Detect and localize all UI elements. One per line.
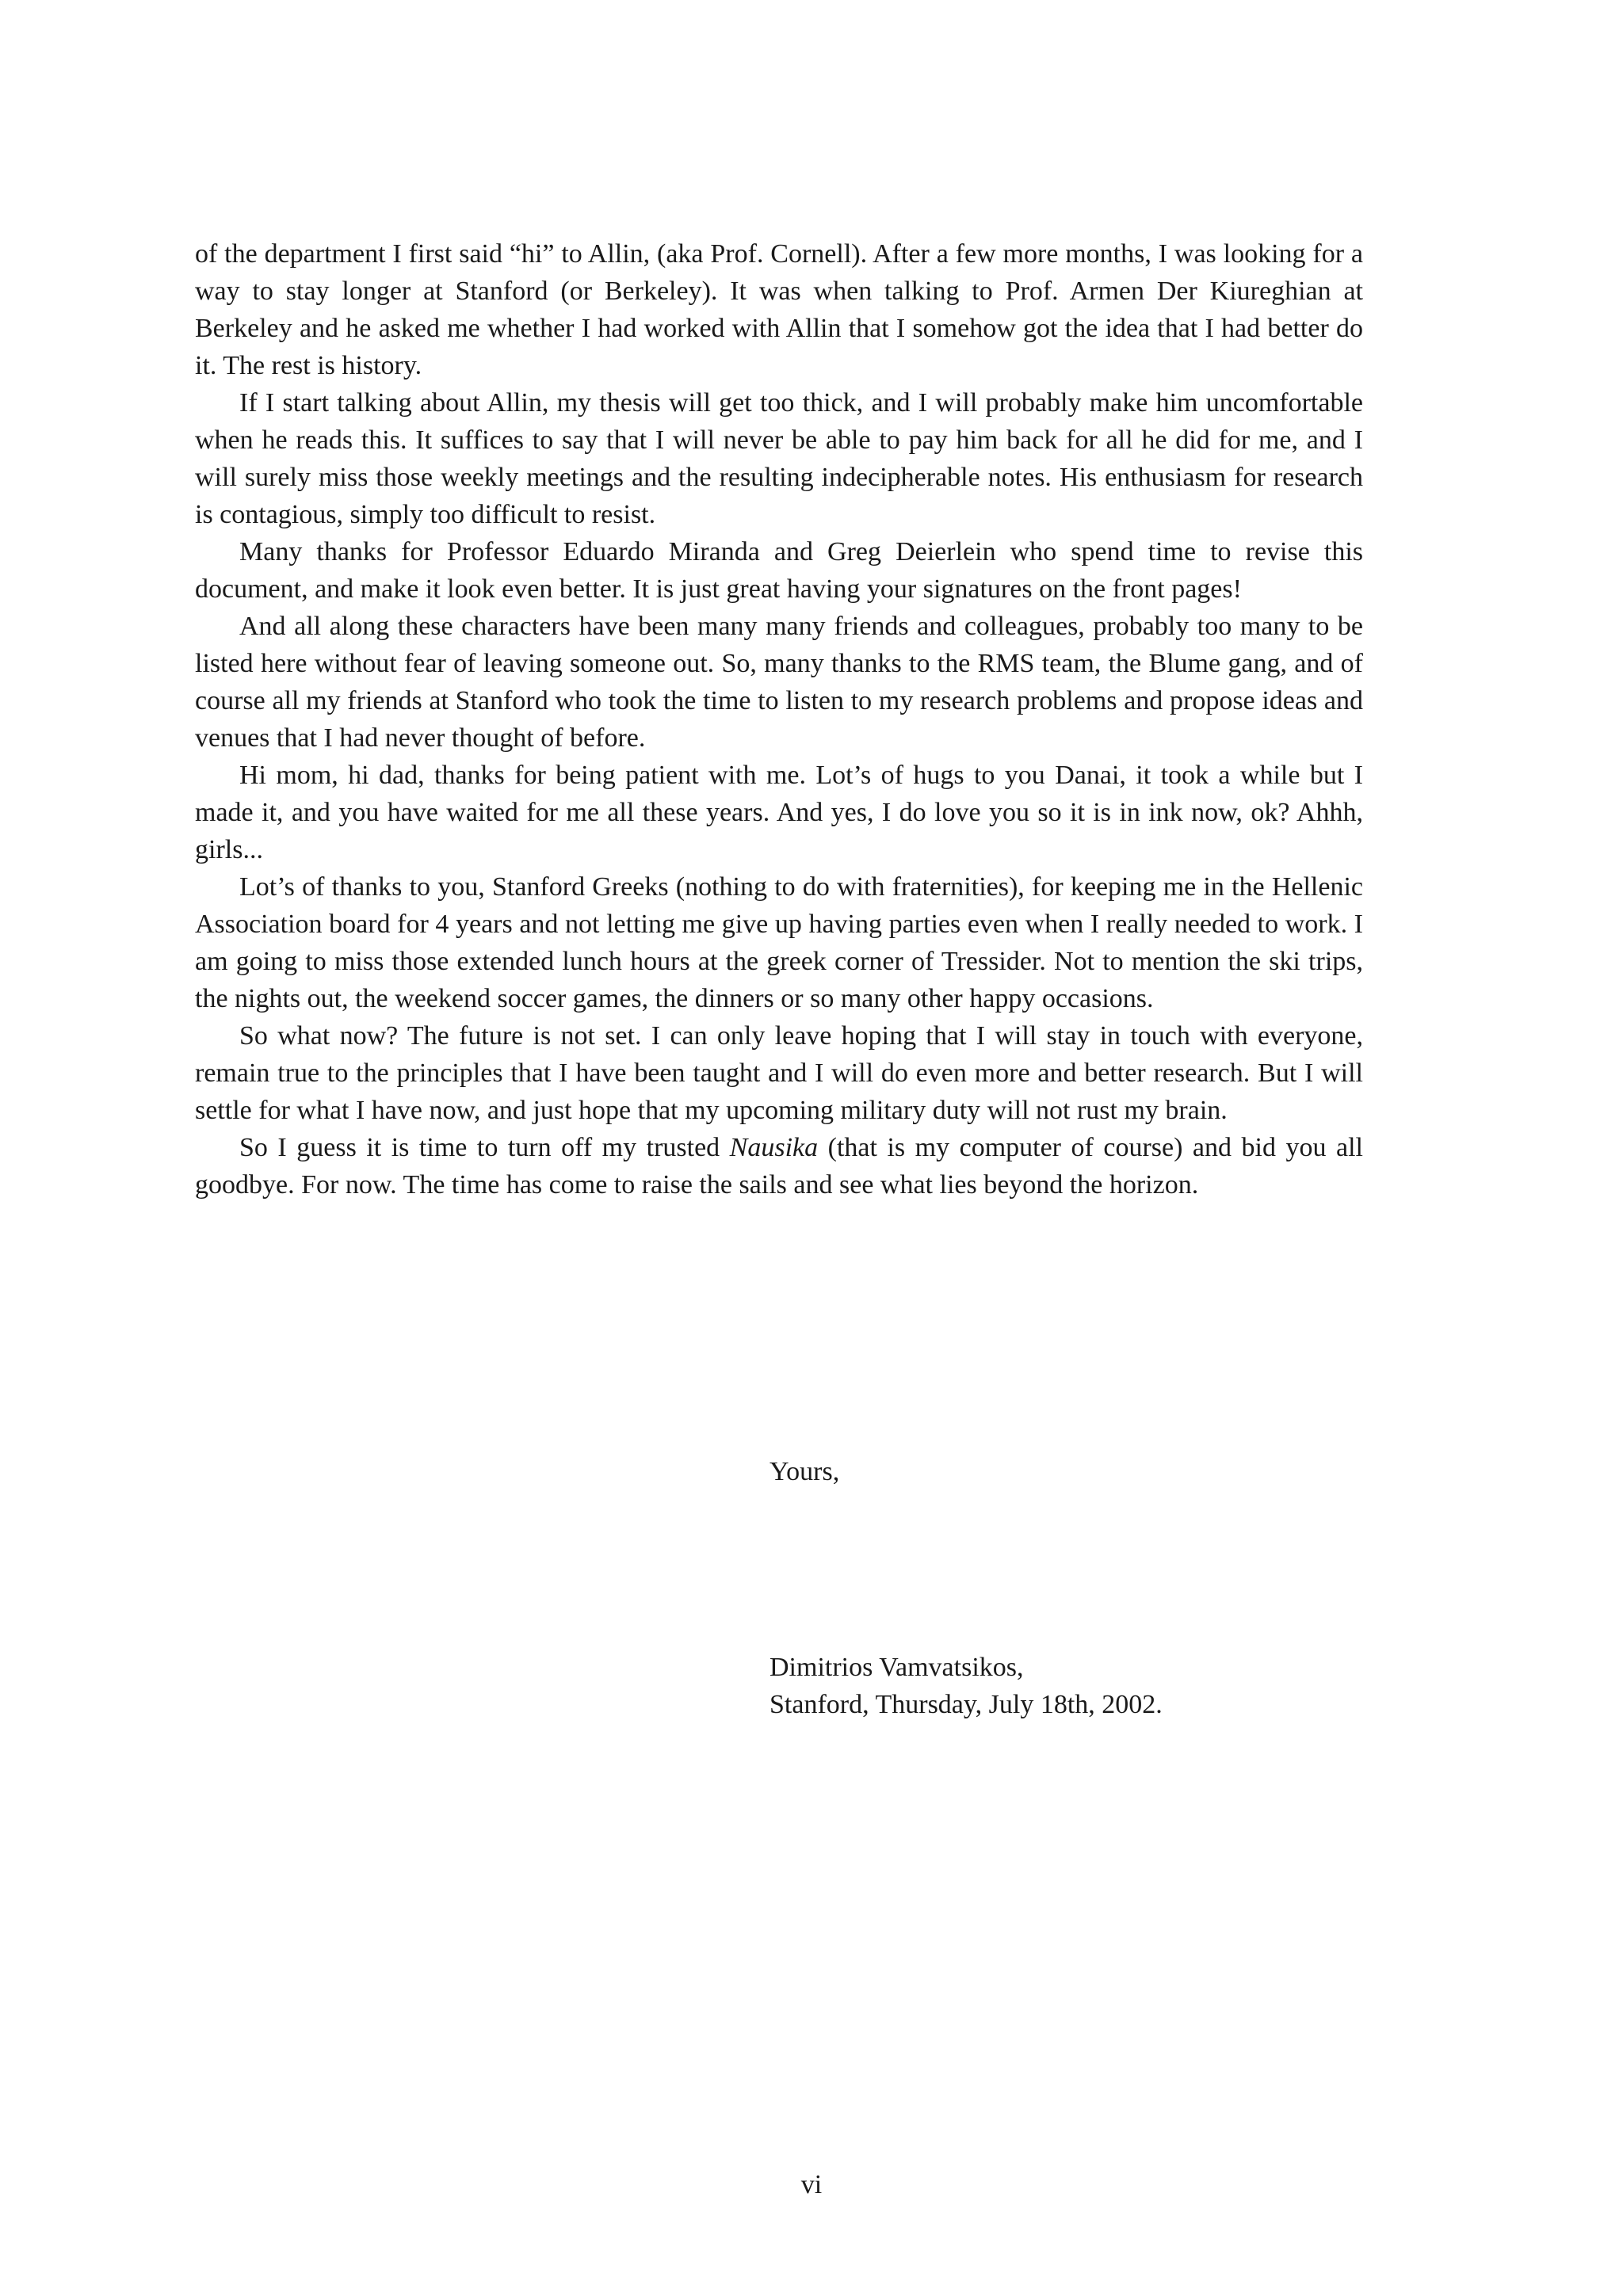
paragraph-allin: If I start talking about Allin, my thesis will get too thick, and I will probably make him uncomfortable when he reads this. It suffices to say that I will never be able to pay him back for all he did for me, and I will surely miss those weekly meetings and the resulting indecipherable notes. His enthusiasm for research is contagious, simply too difficult to resist. [195, 388, 1363, 529]
paragraph-greeks: Lot’s of thanks to you, Stanford Greeks (nothing to do with fraternities), for keeping me in the Hellenic Association board for 4 years and not letting me give up having parties even when I really needed to work. I am going to miss those extended lunch hours at the greek corner of Tressider. Not to mention the ski trips, the nights out, the weekend soccer games, the dinners or so many other happy occasions. [195, 872, 1363, 1013]
closing-salutation: Yours, [769, 1457, 840, 1486]
paragraph-committee: Many thanks for Professor Eduardo Miranda and Greg Deierlein who spend time to revise this document, and make it look even better. It is just great having your signatures on the front pages! [195, 537, 1363, 604]
paragraph-continuation: of the department I first said “hi” to Allin, (aka Prof. Cornell). After a few more months, I was looking for a way to stay longer at Stanford (or Berkeley). It was when talking to Prof. Armen Der Kiureghian at Berkeley and he asked me whether I had worked with Allin that I somehow got the idea that I had better do it. The rest is history. [195, 239, 1363, 380]
paragraph-future: So what now? The future is not set. I can only leave hoping that I will stay in touch with everyone, remain true to the principles that I have been taught and I will do even more and better research. But I will settle for what I have now, and just hope that my upcoming military duty will not rust my brain. [195, 1021, 1363, 1125]
computer-name: Nausika [729, 1133, 819, 1162]
paragraph-friends: And all along these characters have been many many friends and colleagues, probably too many to be listed here without fear of leaving someone out. So, many thanks to the RMS team, the Blume gang, and of course all my friends at Stanford who took the time to listen to my research problems and propose ideas and venues that I had never thought of before. [195, 612, 1363, 753]
acknowledgments-text [195, 235, 1363, 1203]
page-number: vi [800, 2170, 823, 2199]
paragraph-family: Hi mom, hi dad, thanks for being patient with me. Lot’s of hugs to you Danai, it took a while but I made it, and you have waited for me all these years. And yes, I do love you so it is in ink now, ok? Ahhh, girls... [195, 761, 1363, 864]
paragraph-goodbye [195, 1129, 1363, 1203]
place-and-date: Stanford, Thursday, July 18th, 2002. [769, 1690, 1163, 1719]
goodbye-text-before: So I guess it is time to turn off my trusted [239, 1133, 730, 1162]
goodbye-text-after: (that is my computer of course) and bid you all goodbye. For now. The time has come to raise the sails and see what lies beyond the horizon. [195, 1133, 1363, 1199]
author-name: Dimitrios Vamvatsikos, [769, 1653, 1024, 1682]
